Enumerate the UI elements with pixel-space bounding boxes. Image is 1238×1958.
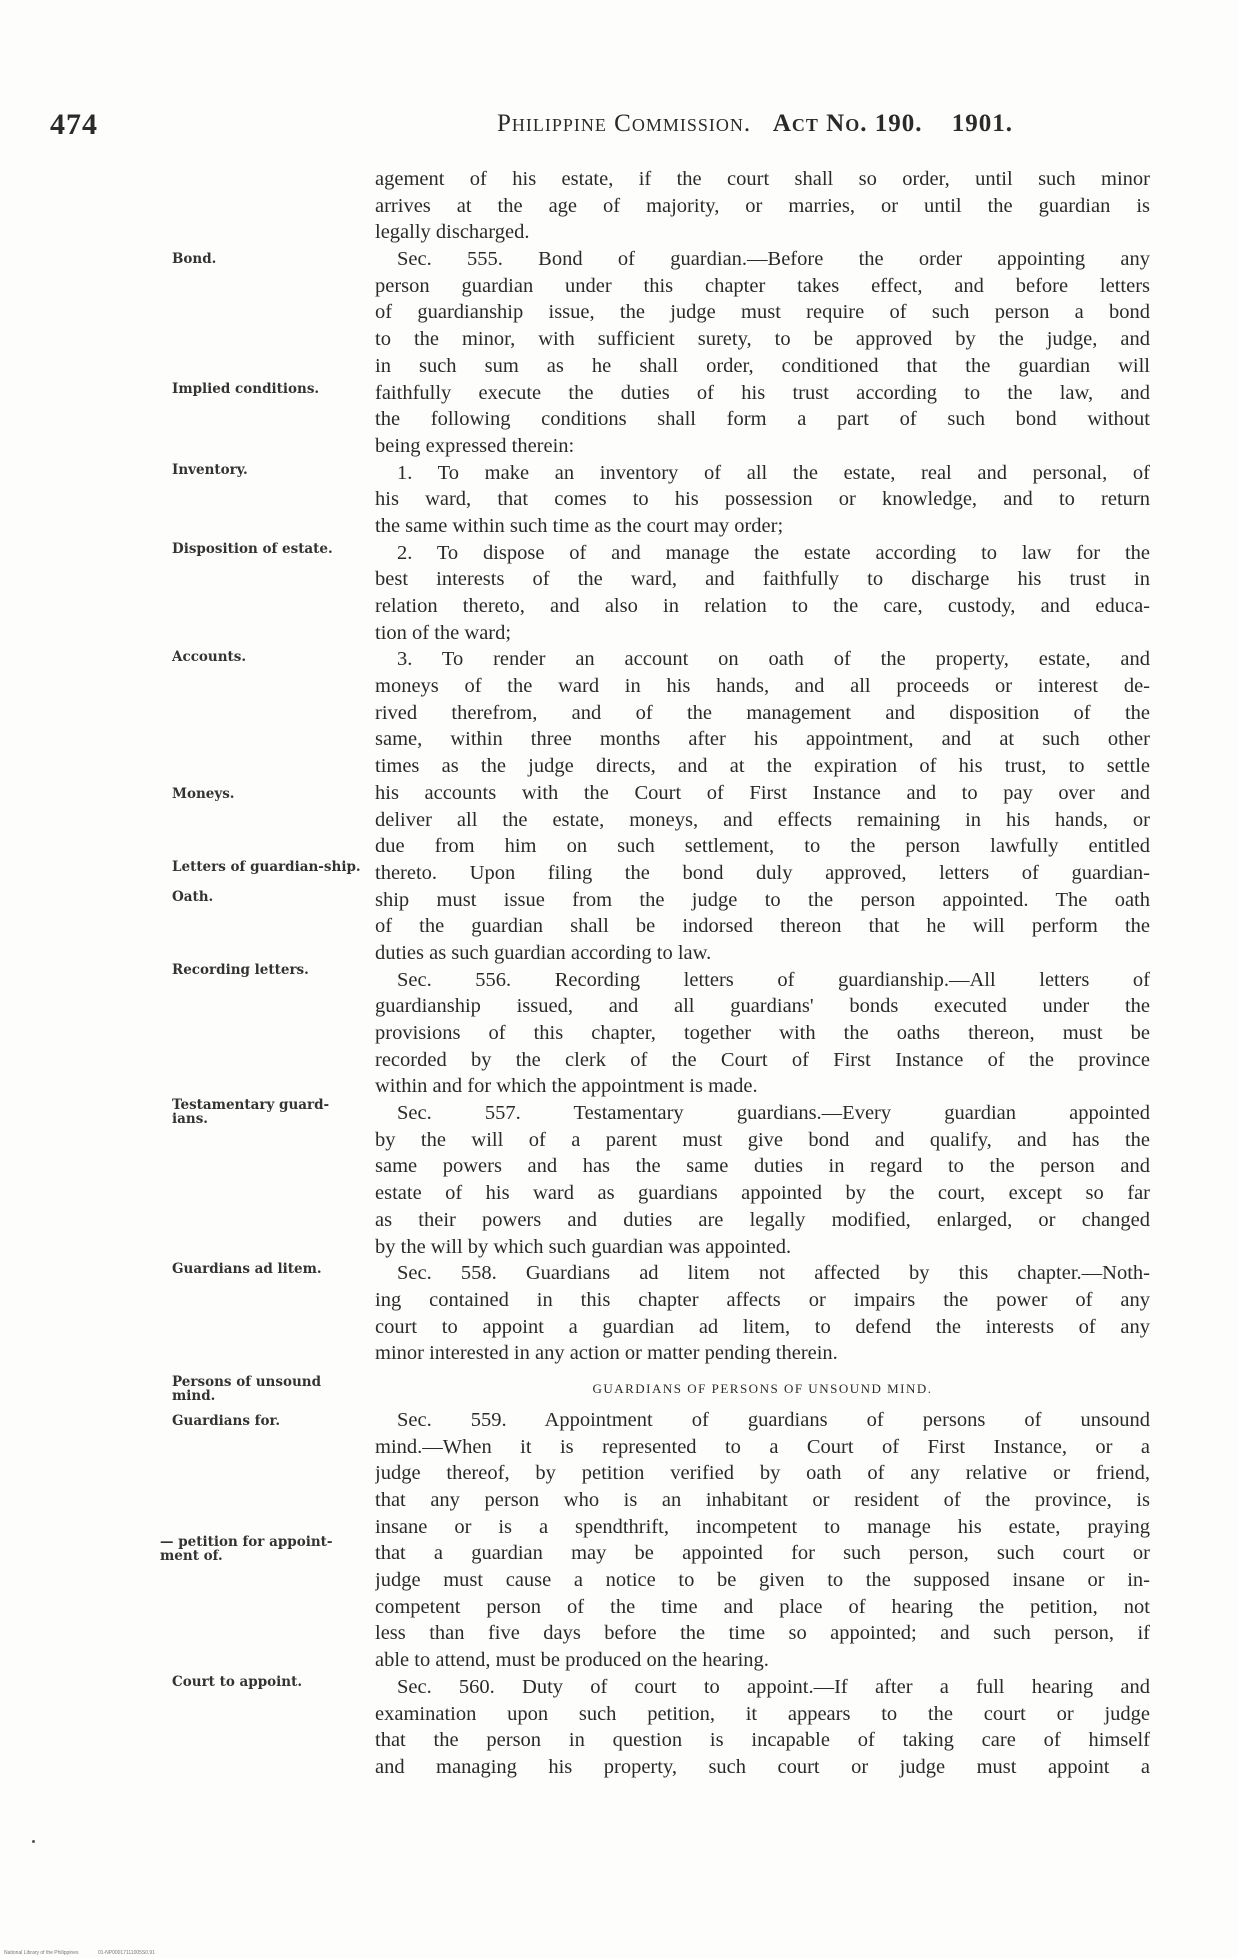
margin-note-disposition: Disposition of estate. xyxy=(172,541,333,557)
text-line: the following conditions shall form a part of such bond without xyxy=(375,408,1150,431)
text-line: competent person of the time and place of hearing the petition, not xyxy=(375,1595,1150,1618)
text-line: in such sum as he shall order, conditioned that the guardian will xyxy=(375,354,1150,377)
margin-note-implied-conditions: Implied conditions. xyxy=(172,381,320,397)
text-line: Sec. 560. Duty of court to appoint.—If after a full hearing and xyxy=(397,1675,1150,1698)
text-line: examination upon such petition, it appears to the court or judge xyxy=(375,1702,1150,1725)
text-line: Sec. 555. Bond of guardian.—Before the order appointing any xyxy=(397,248,1150,271)
text-line: guardianship issued, and all guardians' bonds executed under the xyxy=(375,995,1150,1018)
text-line: rived therefrom, and of the management and disposition of the xyxy=(375,701,1150,724)
margin-note-court-to-appoint: Court to appoint. xyxy=(172,1674,303,1690)
text-line: his ward, that comes to his possession or knowledge, and to return xyxy=(375,488,1150,511)
margin-note-letters: Letters of guardian-ship. xyxy=(172,859,361,875)
margin-note-testamentary: Testamentary guard-ians. xyxy=(172,1097,330,1127)
text-line: Sec. 557. Testamentary guardians.—Every guardian appointed xyxy=(397,1102,1150,1125)
text-line: court to appoint a guardian ad litem, to defend the interests of any xyxy=(375,1315,1150,1338)
text-line: agement of his estate, if the court shall so order, until such minor xyxy=(375,168,1150,190)
scan-footer xyxy=(4,1950,404,1956)
text-line: able to attend, must be produced on the hearing. xyxy=(375,1649,769,1672)
text-line: faithfully execute the duties of his trust according to the law, and xyxy=(375,381,1150,404)
margin-note-oath: Oath. xyxy=(172,889,214,905)
text-line: 1. To make an inventory of all the estate, real and personal, of xyxy=(397,461,1150,484)
text-line: of guardianship issue, the judge must require of such person a bond xyxy=(375,301,1150,324)
text-line: within and for which the appointment is made. xyxy=(375,1075,758,1098)
text-line: moneys of the ward in his hands, and all proceeds or interest de- xyxy=(375,675,1150,698)
text-line: provisions of this chapter, together with the oaths thereon, must be xyxy=(375,1022,1150,1044)
running-head-act: Act No. 190. xyxy=(772,110,923,137)
text-line: 3. To render an account on oath of the property, estate, and xyxy=(397,648,1150,671)
text-line: estate of his ward as guardians appointed by the court, except so far xyxy=(375,1182,1150,1205)
margin-note-guardians-ad-litem: Guardians ad litem. xyxy=(172,1261,322,1277)
text-line: and managing his property, such court or judge must appoint a xyxy=(375,1755,1150,1778)
text-line: deliver all the estate, moneys, and effects remaining in his hands, or xyxy=(375,808,1150,831)
margin-note-moneys: Moneys. xyxy=(172,786,235,802)
text-line: by the will by which such guardian was appointed. xyxy=(375,1235,792,1258)
text-line: legally discharged. xyxy=(375,221,530,244)
text-line: less than five days before the time so appointed; and such person, if xyxy=(375,1622,1150,1645)
text-line: tion of the ward; xyxy=(375,621,512,644)
body-text xyxy=(375,166,1150,1781)
running-head-commission: Philippine Commission. xyxy=(497,110,752,137)
text-line: ing contained in this chapter affects or impairs the power of any xyxy=(375,1288,1150,1311)
margin-note-recording-letters: Recording letters. xyxy=(172,962,309,978)
text-line: person guardian under this chapter takes effect, and before letters xyxy=(375,274,1150,297)
scan-speck xyxy=(32,1840,35,1843)
margin-note-inventory: Inventory. xyxy=(172,462,248,478)
text-line: thereto. Upon filing the bond duly approved, letters of guardian- xyxy=(375,861,1150,884)
text-line: 2. To dispose of and manage the estate according to law for the xyxy=(397,541,1150,564)
text-line: due from him on such settlement, to the person lawfully entitled xyxy=(375,835,1150,858)
text-line: times as the judge directs, and at the expiration of his trust, to settle xyxy=(375,755,1150,778)
text-line: arrives at the age of majority, or marries, or until the guardian is xyxy=(375,194,1150,217)
text-line: best interests of the ward, and faithfully to discharge his trust in xyxy=(375,568,1150,591)
text-line: same, within three months after his appointment, and at such other xyxy=(375,728,1150,751)
text-line: same powers and has the same duties in regard to the person and xyxy=(375,1155,1150,1178)
text-line: recorded by the clerk of the Court of First Instance of the province xyxy=(375,1048,1150,1071)
section-heading: GUARDIANS OF PERSONS OF UNSOUND MIND. xyxy=(592,1380,933,1396)
text-line: duties as such guardian according to law. xyxy=(375,941,712,964)
margin-note-bond: Bond. xyxy=(172,251,217,267)
text-line: being expressed therein: xyxy=(375,434,575,457)
text-line: by the will of a parent must give bond and qualify, and has the xyxy=(375,1128,1150,1151)
text-line: of the guardian shall be indorsed thereon that he will perform the xyxy=(375,915,1150,938)
text-line: Sec. 556. Recording letters of guardianship.—All letters of xyxy=(397,968,1150,991)
margin-note-guardians-for: Guardians for. xyxy=(172,1413,281,1429)
text-line: that a guardian may be appointed for such person, such court or xyxy=(375,1542,1150,1565)
text-line: Sec. 559. Appointment of guardians of persons of unsound xyxy=(397,1408,1150,1431)
text-line: mind.—When it is represented to a Court of First Instance, or a xyxy=(375,1435,1150,1458)
margin-note-accounts: Accounts. xyxy=(172,649,247,665)
text-line: as their powers and duties are legally modified, enlarged, or changed xyxy=(375,1208,1150,1231)
text-line: the same within such time as the court may order; xyxy=(375,514,784,537)
margin-note-unsound-mind: Persons of unsound mind. xyxy=(172,1374,322,1404)
text-line: minor interested in any action or matter pending therein. xyxy=(375,1342,838,1365)
text-line: ship must issue from the judge to the person appointed. The oath xyxy=(375,888,1150,911)
running-head-year: 1901. xyxy=(951,110,1013,137)
margin-note-petition: — petition for appoint-ment of. xyxy=(160,1534,333,1564)
text-line: judge must cause a notice to be given to the supposed insane or in- xyxy=(375,1569,1150,1592)
text-line: relation thereto, and also in relation to the care, custody, and educa- xyxy=(375,595,1150,617)
text-line: insane or is a spendthrift, incompetent to manage his estate, praying xyxy=(375,1515,1150,1538)
text-line: judge thereof, by petition verified by oath of any relative or friend, xyxy=(375,1462,1150,1485)
footer-code: 01-NP00017111005S0.91 xyxy=(97,1950,155,1956)
text-line: Sec. 558. Guardians ad litem not affected by this chapter.—Noth- xyxy=(397,1262,1150,1285)
footer-library: National Library of the Philippines xyxy=(4,1950,79,1956)
running-head xyxy=(497,110,1057,138)
page-number: 474 xyxy=(50,108,98,141)
text-line: that any person who is an inhabitant or resident of the province, is xyxy=(375,1489,1150,1511)
text-line: his accounts with the Court of First Instance and to pay over and xyxy=(375,781,1150,804)
text-line: to the minor, with sufficient surety, to be approved by the judge, and xyxy=(375,328,1150,351)
text-line: that the person in question is incapable of taking care of himself xyxy=(375,1729,1150,1752)
